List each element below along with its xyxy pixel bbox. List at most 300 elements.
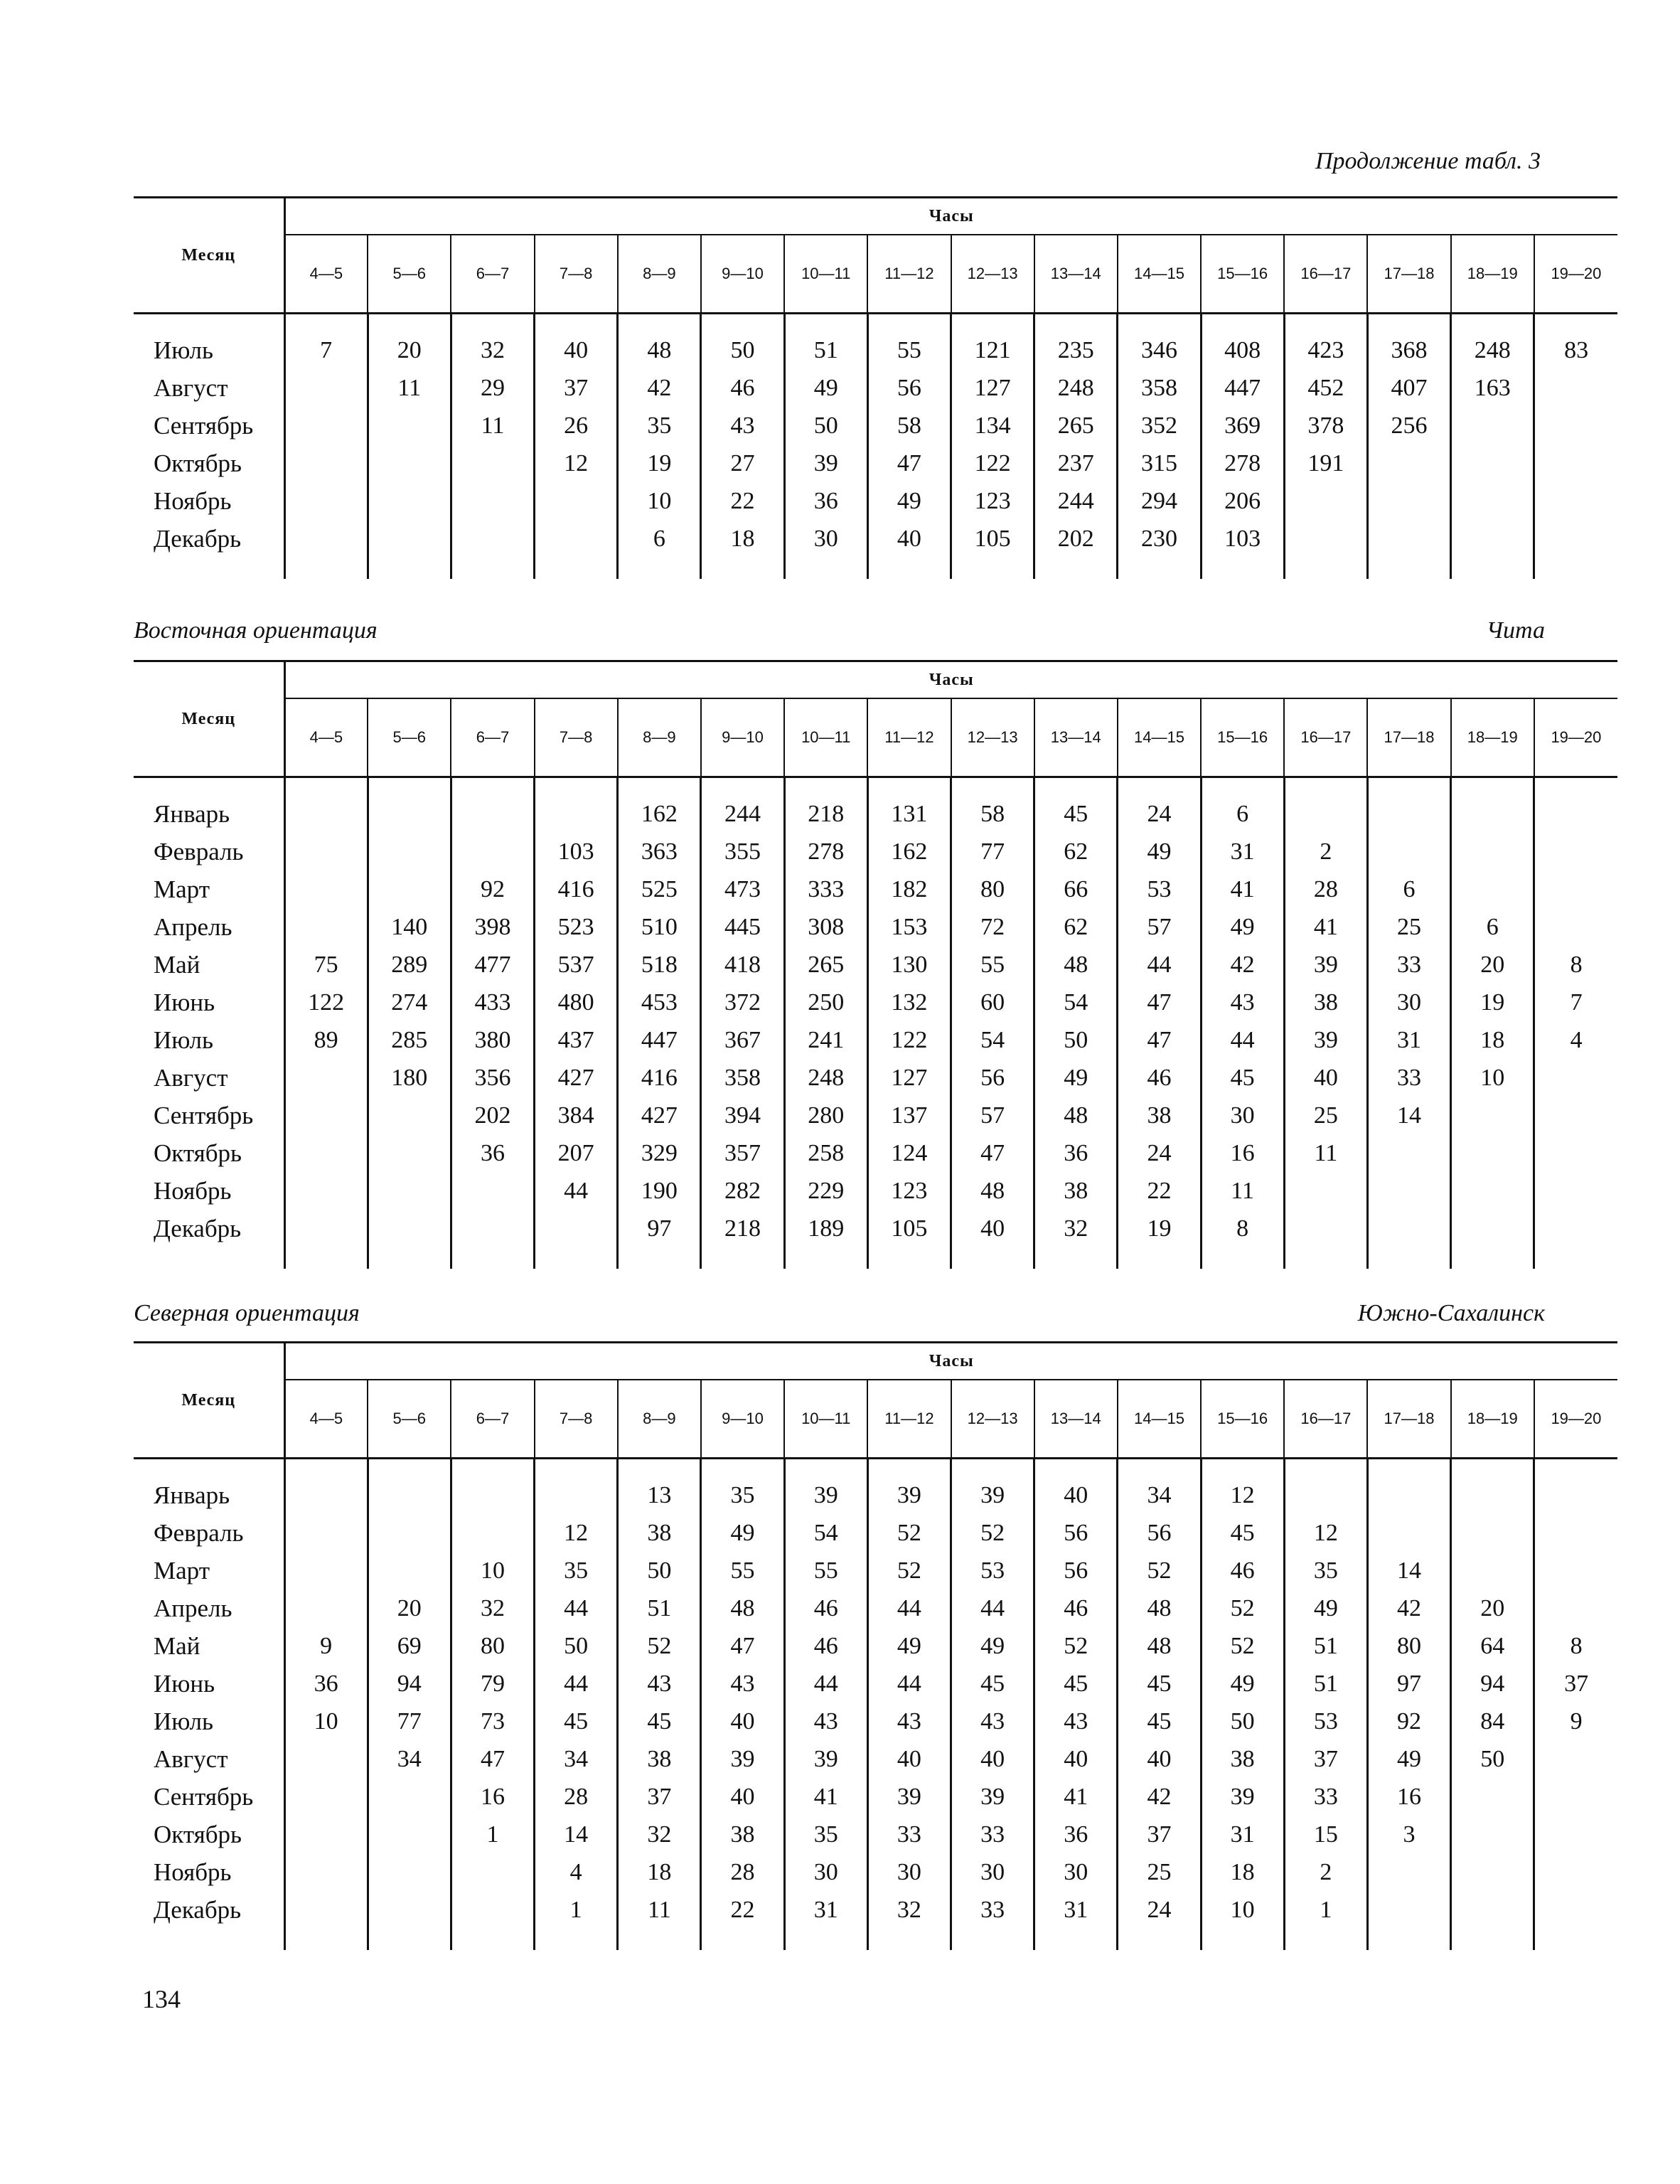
value-cell: 525 (618, 870, 701, 908)
value-cell: 27 (701, 444, 784, 482)
hour-column-header: 5—6 (368, 235, 451, 314)
month-cell: Январь (134, 1476, 284, 1514)
value-cell: 38 (1284, 984, 1367, 1021)
value-cell: 473 (701, 870, 784, 908)
hour-column-header: 19—20 (1534, 698, 1617, 777)
value-cell: 84 (1451, 1703, 1534, 1740)
spacer-cell (867, 777, 951, 796)
value-cell: 477 (451, 946, 534, 984)
month-cell: Ноябрь (134, 1853, 284, 1891)
value-cell: 66 (1034, 870, 1118, 908)
tail-cell (1034, 1247, 1118, 1269)
value-cell: 31 (1201, 833, 1284, 870)
value-cell (284, 1740, 368, 1778)
spacer-cell (451, 1459, 534, 1477)
hour-column-header: 19—20 (1534, 235, 1617, 314)
value-cell: 134 (951, 407, 1034, 444)
table-row (134, 1172, 1617, 1210)
table-row (134, 482, 1617, 520)
table-row (134, 1627, 1617, 1665)
spacer-cell (284, 777, 368, 796)
hour-column-header: 18—19 (1451, 1380, 1534, 1459)
value-cell: 294 (1118, 482, 1201, 520)
hour-column-header: 6—7 (451, 235, 534, 314)
value-cell: 97 (618, 1210, 701, 1247)
value-cell: 437 (535, 1021, 618, 1059)
value-cell (368, 1778, 451, 1816)
value-cell: 43 (1034, 1703, 1118, 1740)
value-cell: 10 (618, 482, 701, 520)
value-cell: 45 (1118, 1703, 1201, 1740)
value-cell: 103 (535, 833, 618, 870)
value-cell: 50 (784, 407, 867, 444)
value-cell: 49 (784, 369, 867, 407)
value-cell (284, 444, 368, 482)
value-cell: 10 (284, 1703, 368, 1740)
value-cell (1451, 1853, 1534, 1891)
value-cell (284, 795, 368, 833)
value-cell: 37 (535, 369, 618, 407)
value-cell: 445 (701, 908, 784, 946)
value-cell (1534, 870, 1617, 908)
tail-row (134, 1929, 1617, 1950)
value-cell (1367, 795, 1450, 833)
hour-column-header: 9—10 (701, 235, 784, 314)
tail-cell (951, 1929, 1034, 1950)
value-cell: 30 (784, 1853, 867, 1891)
value-cell (1534, 482, 1617, 520)
value-cell: 447 (1201, 369, 1284, 407)
value-cell (1284, 795, 1367, 833)
tail-cell (535, 558, 618, 579)
month-cell: Октябрь (134, 1134, 284, 1172)
tail-cell (1118, 1247, 1201, 1269)
value-cell (1451, 1172, 1534, 1210)
table-row (134, 1703, 1617, 1740)
value-cell: 40 (1034, 1740, 1118, 1778)
section-heading-east (134, 617, 1545, 644)
value-cell: 44 (1201, 1021, 1284, 1059)
value-cell: 11 (1284, 1134, 1367, 1172)
value-cell: 45 (1118, 1665, 1201, 1703)
value-cell: 77 (951, 833, 1034, 870)
spacer-cell (1367, 777, 1450, 796)
value-cell: 352 (1118, 407, 1201, 444)
spacer-cell (1118, 314, 1201, 332)
value-cell: 45 (1201, 1059, 1284, 1097)
month-cell: Апрель (134, 1589, 284, 1627)
value-cell: 356 (451, 1059, 534, 1097)
tail-cell (368, 558, 451, 579)
value-cell (1451, 1778, 1534, 1816)
value-cell: 38 (1034, 1172, 1118, 1210)
value-cell: 6 (1451, 908, 1534, 946)
value-cell: 358 (701, 1059, 784, 1097)
value-cell: 33 (1367, 1059, 1450, 1097)
value-cell: 50 (618, 1552, 701, 1589)
value-cell: 355 (701, 833, 784, 870)
value-cell (284, 1172, 368, 1210)
hour-column-header: 17—18 (1367, 1380, 1450, 1459)
value-cell (1534, 520, 1617, 558)
hour-column-header: 11—12 (867, 1380, 951, 1459)
value-cell: 453 (618, 984, 701, 1021)
value-cell: 55 (784, 1552, 867, 1589)
value-cell: 46 (1034, 1589, 1118, 1627)
value-cell: 45 (1034, 795, 1118, 833)
table-row (134, 331, 1617, 369)
value-cell: 14 (1367, 1097, 1450, 1134)
value-cell (368, 870, 451, 908)
month-cell: Сентябрь (134, 407, 284, 444)
value-cell: 22 (701, 1891, 784, 1929)
spacer-cell (368, 777, 451, 796)
value-cell: 49 (1284, 1589, 1367, 1627)
table-row (134, 984, 1617, 1021)
spacer-cell (368, 314, 451, 332)
hour-column-header: 12—13 (951, 1380, 1034, 1459)
value-cell (1534, 1476, 1617, 1514)
value-cell (1534, 444, 1617, 482)
value-cell: 34 (368, 1740, 451, 1778)
spacer-cell (618, 314, 701, 332)
value-cell: 2 (1284, 1853, 1367, 1891)
month-cell: Ноябрь (134, 1172, 284, 1210)
value-cell: 202 (451, 1097, 534, 1134)
value-cell: 218 (701, 1210, 784, 1247)
value-cell: 11 (368, 369, 451, 407)
value-cell: 357 (701, 1134, 784, 1172)
value-cell: 34 (535, 1740, 618, 1778)
value-cell (284, 1210, 368, 1247)
value-cell: 537 (535, 946, 618, 984)
value-cell: 80 (1367, 1627, 1450, 1665)
hour-column-header: 13—14 (1034, 1380, 1118, 1459)
tail-cell (134, 1247, 284, 1269)
value-cell: 244 (1034, 482, 1118, 520)
value-cell: 79 (451, 1665, 534, 1703)
value-cell: 41 (1034, 1778, 1118, 1816)
value-cell (535, 1210, 618, 1247)
spacer-cell (1118, 777, 1201, 796)
value-cell: 372 (701, 984, 784, 1021)
value-cell: 8 (1201, 1210, 1284, 1247)
value-cell: 4 (1570, 1026, 1583, 1053)
hour-column-header: 4—5 (284, 1380, 368, 1459)
month-column-header: Месяц (134, 1343, 284, 1459)
value-cell (451, 520, 534, 558)
value-cell (1367, 833, 1450, 870)
hour-column-header: 18—19 (1451, 698, 1534, 777)
value-cell: 36 (1034, 1134, 1118, 1172)
value-cell: 42 (1118, 1778, 1201, 1816)
value-cell: 39 (867, 1476, 951, 1514)
value-cell: 97 (1367, 1665, 1450, 1703)
spacer-cell (1534, 777, 1617, 796)
value-cell: 248 (784, 1059, 867, 1097)
table-row (134, 520, 1617, 558)
value-cell: 20 (1451, 1589, 1534, 1627)
table-row (134, 1740, 1617, 1778)
month-cell: Октябрь (134, 444, 284, 482)
value-cell: 122 (867, 1021, 951, 1059)
table-row (134, 1476, 1617, 1514)
value-cell (1284, 520, 1367, 558)
spacer-cell (1534, 314, 1617, 332)
spacer-cell (701, 777, 784, 796)
section-heading-north (134, 1300, 1545, 1327)
hour-column-header: 4—5 (284, 698, 368, 777)
tail-cell (701, 1247, 784, 1269)
value-cell: 510 (618, 908, 701, 946)
value-cell: 46 (701, 369, 784, 407)
value-cell: 48 (1034, 1097, 1118, 1134)
value-cell: 49 (1118, 833, 1201, 870)
value-cell: 25 (1284, 1097, 1367, 1134)
value-cell (1451, 1891, 1534, 1929)
value-cell: 26 (535, 407, 618, 444)
value-cell: 43 (701, 407, 784, 444)
value-cell: 35 (535, 1552, 618, 1589)
value-cell: 12 (535, 444, 618, 482)
value-cell: 40 (867, 520, 951, 558)
month-cell: Декабрь (134, 520, 284, 558)
value-cell: 72 (951, 908, 1034, 946)
value-cell: 190 (618, 1172, 701, 1210)
tail-cell (284, 1929, 368, 1950)
value-cell: 44 (535, 1589, 618, 1627)
value-cell: 1 (451, 1816, 534, 1853)
header-row-hours (134, 1380, 1617, 1459)
value-cell: 50 (1201, 1703, 1284, 1740)
tail-cell (451, 558, 534, 579)
table-row (134, 908, 1617, 946)
tail-cell (618, 1929, 701, 1950)
table-row (134, 1059, 1617, 1097)
value-cell (451, 1210, 534, 1247)
tail-cell (134, 1929, 284, 1950)
hour-column-header: 12—13 (951, 698, 1034, 777)
hours-group-header: Часы (284, 198, 1617, 235)
month-cell: Ноябрь (134, 482, 284, 520)
value-cell: 206 (1201, 482, 1284, 520)
value-cell: 49 (867, 1627, 951, 1665)
value-cell (284, 520, 368, 558)
value-cell: 56 (1034, 1552, 1118, 1589)
value-cell (1534, 1778, 1617, 1816)
value-cell: 2 (1284, 833, 1367, 870)
value-cell: 57 (951, 1097, 1034, 1134)
value-cell (368, 1476, 451, 1514)
value-cell: 280 (784, 1097, 867, 1134)
spacer-cell (951, 1459, 1034, 1477)
value-cell: 35 (1284, 1552, 1367, 1589)
tail-row (134, 558, 1617, 579)
value-cell (1367, 444, 1450, 482)
table-row (134, 369, 1617, 407)
value-cell (368, 482, 451, 520)
value-cell (368, 1552, 451, 1589)
value-cell: 6 (1367, 870, 1450, 908)
value-cell: 33 (867, 1816, 951, 1853)
value-cell: 92 (451, 870, 534, 908)
table-row (134, 1134, 1617, 1172)
value-cell: 35 (618, 407, 701, 444)
value-cell: 32 (451, 331, 534, 369)
hour-column-header: 16—17 (1284, 1380, 1367, 1459)
tail-cell (951, 558, 1034, 579)
tail-cell (784, 1247, 867, 1269)
value-cell (1534, 1740, 1617, 1778)
value-cell: 41 (1201, 870, 1284, 908)
hour-column-header: 7—8 (535, 698, 618, 777)
month-cell: Август (134, 1740, 284, 1778)
hour-column-header: 4—5 (284, 235, 368, 314)
hour-column-header: 10—11 (784, 1380, 867, 1459)
tail-cell (1534, 1929, 1617, 1950)
table-east-chita (134, 660, 1617, 1269)
value-cell: 433 (451, 984, 534, 1021)
spacer-cell (1367, 314, 1450, 332)
value-cell: 189 (784, 1210, 867, 1247)
month-cell: Июль (134, 1021, 284, 1059)
value-cell: 237 (1034, 444, 1118, 482)
spacer-row (134, 314, 1617, 332)
hour-column-header: 7—8 (535, 1380, 618, 1459)
value-cell (451, 1476, 534, 1514)
value-cell: 36 (284, 1665, 368, 1703)
value-cell: 47 (867, 444, 951, 482)
tail-cell (451, 1247, 534, 1269)
value-cell (368, 833, 451, 870)
value-cell: 16 (451, 1778, 534, 1816)
month-cell: Февраль (134, 1514, 284, 1552)
value-cell: 52 (1118, 1552, 1201, 1589)
value-cell (1451, 1514, 1534, 1552)
month-cell: Август (134, 1059, 284, 1097)
value-cell: 39 (701, 1740, 784, 1778)
value-cell: 4 (535, 1853, 618, 1891)
value-cell: 13 (618, 1476, 701, 1514)
value-cell: 518 (618, 946, 701, 984)
value-cell: 40 (1284, 1059, 1367, 1097)
month-cell: Октябрь (134, 1816, 284, 1853)
table-body (134, 1459, 1617, 1951)
value-cell: 9 (1570, 1708, 1583, 1735)
value-cell (1451, 407, 1534, 444)
tail-cell (1284, 1247, 1367, 1269)
spacer-cell (951, 777, 1034, 796)
value-cell: 407 (1367, 369, 1450, 407)
spacer-cell (1118, 1459, 1201, 1477)
value-cell (1451, 520, 1534, 558)
value-cell: 44 (1118, 946, 1201, 984)
tail-cell (784, 558, 867, 579)
value-cell (1534, 1134, 1617, 1172)
tail-cell (618, 1247, 701, 1269)
table-row (134, 407, 1617, 444)
tail-cell (1118, 558, 1201, 579)
value-cell: 47 (451, 1740, 534, 1778)
value-cell: 46 (784, 1589, 867, 1627)
hour-column-header: 19—20 (1534, 1380, 1617, 1459)
value-cell: 52 (867, 1514, 951, 1552)
value-cell: 25 (1118, 1853, 1201, 1891)
value-cell: 44 (951, 1589, 1034, 1627)
value-cell: 31 (1201, 1816, 1284, 1853)
value-cell (535, 520, 618, 558)
tail-cell (1534, 558, 1617, 579)
value-cell: 398 (451, 908, 534, 946)
tail-cell (867, 1929, 951, 1950)
hour-column-header: 8—9 (618, 1380, 701, 1459)
value-cell: 45 (1201, 1514, 1284, 1552)
value-cell: 32 (451, 1589, 534, 1627)
value-cell: 427 (618, 1097, 701, 1134)
spacer-cell (451, 314, 534, 332)
value-cell: 416 (535, 870, 618, 908)
hour-column-header: 17—18 (1367, 698, 1450, 777)
value-cell: 73 (451, 1703, 534, 1740)
value-cell: 39 (951, 1476, 1034, 1514)
value-cell (368, 1172, 451, 1210)
value-cell: 384 (535, 1097, 618, 1134)
value-cell: 20 (368, 331, 451, 369)
spacer-cell (284, 314, 368, 332)
value-cell (368, 1816, 451, 1853)
value-cell: 33 (951, 1891, 1034, 1929)
value-cell: 80 (951, 870, 1034, 908)
value-cell: 16 (1367, 1778, 1450, 1816)
value-cell (451, 833, 534, 870)
value-cell: 369 (1201, 407, 1284, 444)
value-cell: 523 (535, 908, 618, 946)
hour-column-header: 5—6 (368, 698, 451, 777)
spacer-cell (1201, 314, 1284, 332)
value-cell (368, 1134, 451, 1172)
value-cell: 45 (1034, 1665, 1118, 1703)
month-cell: Июнь (134, 984, 284, 1021)
value-cell (1284, 1210, 1367, 1247)
value-cell: 41 (1284, 908, 1367, 946)
value-cell: 50 (535, 1627, 618, 1665)
value-cell: 105 (867, 1210, 951, 1247)
continuation-label: Продолжение табл. 3 (1315, 148, 1541, 174)
value-cell: 47 (1118, 1021, 1201, 1059)
value-cell: 103 (1201, 520, 1284, 558)
tail-cell (1451, 558, 1534, 579)
value-cell: 50 (1451, 1740, 1534, 1778)
spacer-cell (535, 777, 618, 796)
value-cell: 278 (784, 833, 867, 870)
value-cell (1451, 444, 1534, 482)
month-cell: Март (134, 870, 284, 908)
value-cell: 16 (1201, 1134, 1284, 1172)
value-cell: 44 (535, 1665, 618, 1703)
header-row-hours (134, 698, 1617, 777)
value-cell: 56 (1034, 1514, 1118, 1552)
spacer-cell (867, 314, 951, 332)
header-row-hours (134, 235, 1617, 314)
spacer-cell (1451, 314, 1534, 332)
value-cell: 94 (368, 1665, 451, 1703)
value-cell (284, 482, 368, 520)
value-cell: 19 (1118, 1210, 1201, 1247)
table-row (134, 833, 1617, 870)
hour-column-header: 10—11 (784, 235, 867, 314)
tail-cell (1451, 1247, 1534, 1269)
spacer-cell (1284, 314, 1367, 332)
